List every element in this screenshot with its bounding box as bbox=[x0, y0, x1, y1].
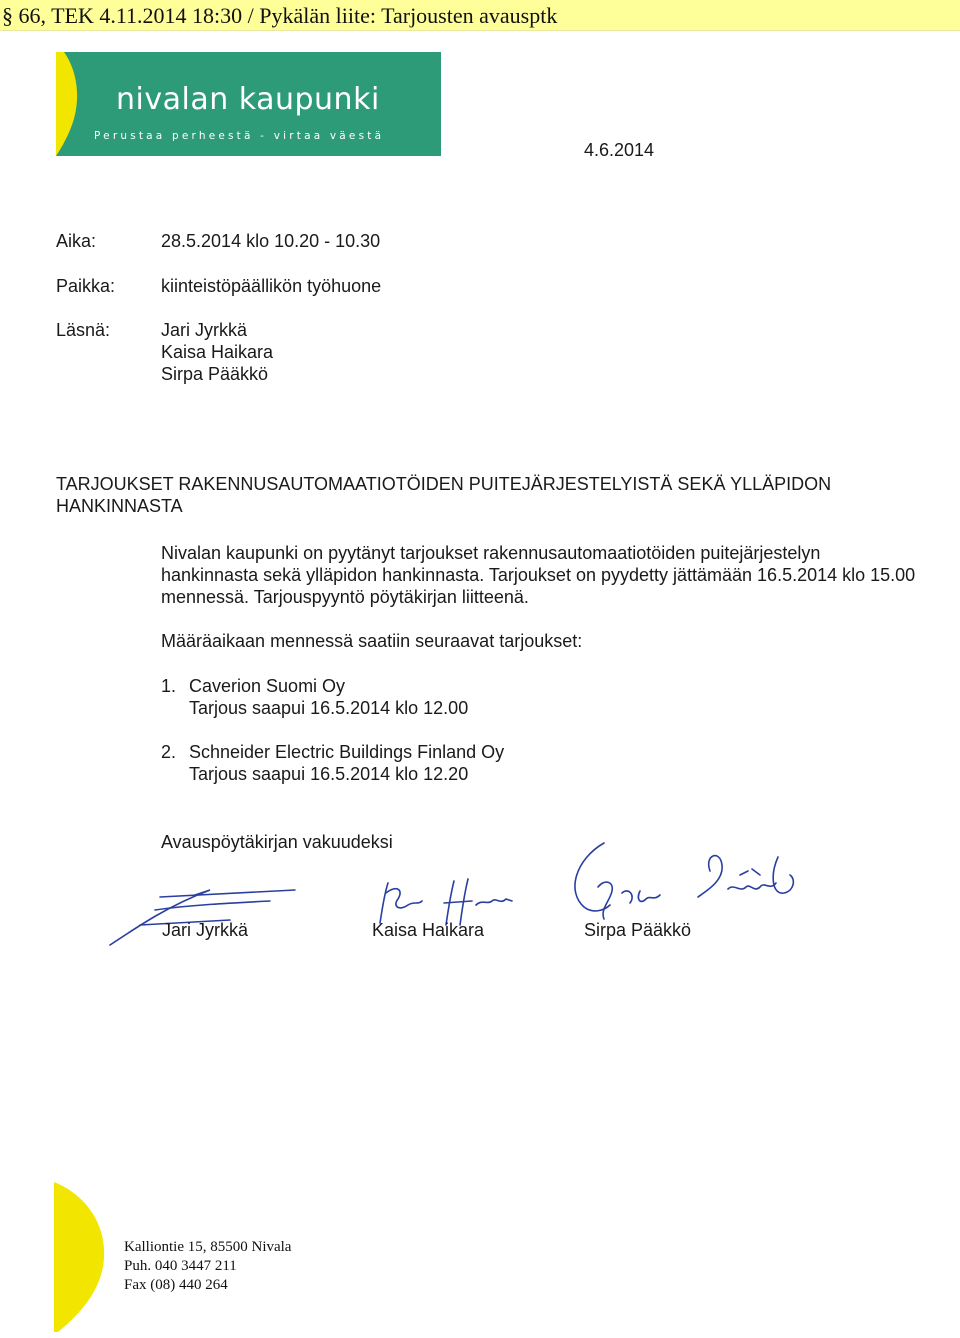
document-date: 4.6.2014 bbox=[584, 140, 655, 160]
signatory-name: Sirpa Pääkkö bbox=[584, 920, 692, 940]
footer-leaf-icon bbox=[54, 1182, 114, 1332]
time-label: Aika: bbox=[56, 231, 97, 251]
intro-paragraph: Nivalan kaupunki on pyytänyt tarjoukset rakennusautomaatiotöiden puitejärjestelyn hankinnasta sekä ylläpidon hankinnasta. Tarjoukset on pyydetty jättämään 16.5.2014 klo 15.00 mennessä. Tarjouspyyntö pöytäkirjan liitteenä. bbox=[161, 543, 916, 607]
present-label: Läsnä: bbox=[56, 320, 111, 340]
offer-received: Tarjous saapui 16.5.2014 klo 12.00 bbox=[189, 698, 469, 718]
signatory-name: Jari Jyrkkä bbox=[162, 920, 249, 940]
city-logo bbox=[56, 52, 441, 156]
logo-title: nivalan kaupunki bbox=[116, 82, 380, 117]
signoff-text: Avauspöytäkirjan vakuudeksi bbox=[161, 832, 393, 852]
attendee-list bbox=[161, 319, 273, 385]
leaf-logo-icon bbox=[56, 52, 96, 156]
header-bar bbox=[0, 0, 960, 31]
footer-address bbox=[124, 1238, 291, 1295]
offers-intro: Määräaikaan mennessä saatiin seuraavat tarjoukset: bbox=[161, 631, 583, 651]
address-line: Kalliontie 15, 85500 Nivala bbox=[124, 1239, 292, 1255]
offer-company: Caverion Suomi Oy bbox=[189, 676, 346, 696]
fax-line: Fax (08) 440 264 bbox=[124, 1277, 228, 1293]
offer-number: 1. bbox=[161, 676, 177, 696]
offer-number: 2. bbox=[161, 742, 177, 762]
offer-item bbox=[161, 675, 468, 719]
phone-line: Puh. 040 3447 211 bbox=[124, 1258, 237, 1274]
attendee: Kaisa Haikara bbox=[161, 342, 274, 362]
attendee: Jari Jyrkkä bbox=[161, 320, 248, 340]
place-value: kiinteistöpäällikön työhuone bbox=[161, 276, 382, 296]
place-label: Paikka: bbox=[56, 276, 116, 296]
document-heading: TARJOUKSET RAKENNUSAUTOMAATIOTÖIDEN PUITEJÄRJESTELYISTÄ SEKÄ YLLÄPIDON HANKINNASTA bbox=[56, 474, 832, 516]
time-value: 28.5.2014 klo 10.20 - 10.30 bbox=[161, 231, 381, 251]
logo-subtitle: Perustaa perheestä - virtaa väestä bbox=[94, 130, 385, 142]
signatory-name: Kaisa Haikara bbox=[372, 920, 485, 940]
offer-item bbox=[161, 741, 504, 785]
attendee: Sirpa Pääkkö bbox=[161, 364, 269, 384]
header-title: § 66, TEK 4.11.2014 18:30 / Pykälän liite: Tarjousten avausptk bbox=[2, 3, 558, 28]
offer-company: Schneider Electric Buildings Finland Oy bbox=[189, 742, 505, 762]
offer-received: Tarjous saapui 16.5.2014 klo 12.20 bbox=[189, 764, 469, 784]
